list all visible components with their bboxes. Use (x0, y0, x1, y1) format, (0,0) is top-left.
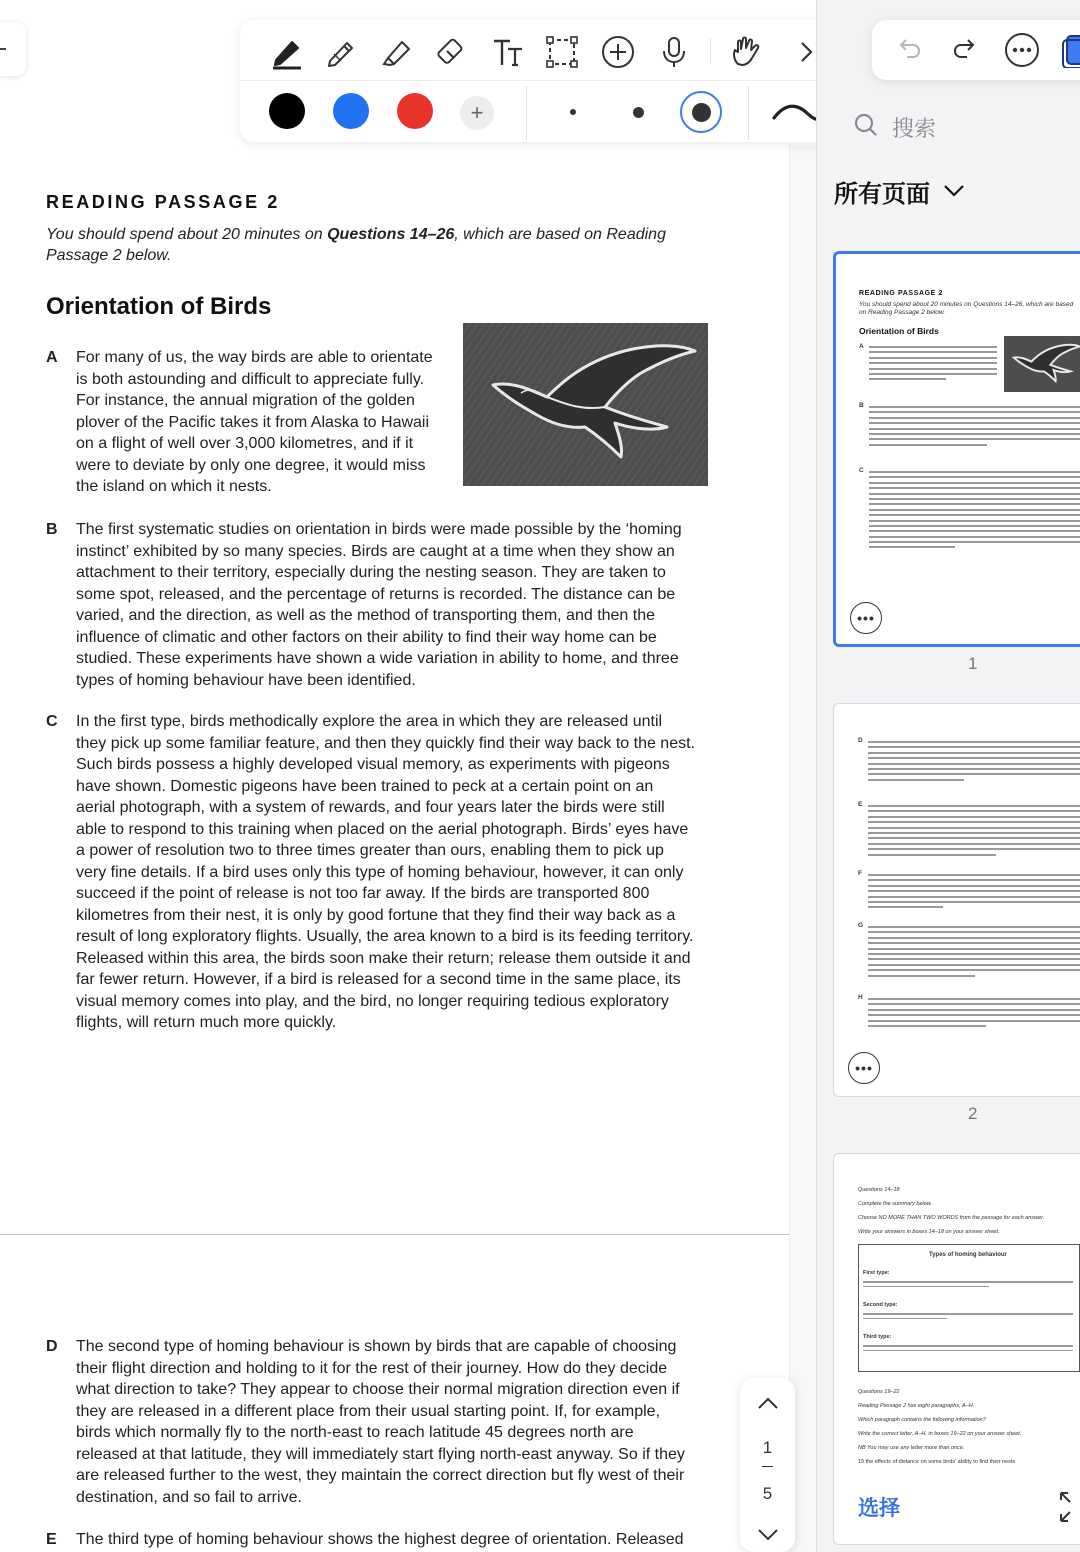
size-dot (633, 107, 644, 118)
thumb-text: Choose NO MORE THAN TWO WORDS from the passage for each answer. (858, 1215, 1045, 1221)
search-icon (853, 112, 879, 143)
highlighter-icon[interactable] (374, 30, 418, 74)
stroke-size-medium[interactable] (617, 91, 659, 133)
document-gutter (789, 145, 816, 1552)
thumb-text: First type: (863, 1270, 890, 1276)
page-navigator (740, 1378, 795, 1552)
thumb-text (868, 741, 1080, 784)
stroke-size-small[interactable] (552, 91, 594, 133)
paragraph-letter: B (46, 521, 58, 538)
paragraph-text (76, 1336, 685, 1508)
thumb-letter: C (859, 467, 864, 474)
pages-icon[interactable] (1056, 30, 1080, 70)
microphone-icon[interactable] (652, 30, 696, 74)
thumb-text: NB You may use any letter more than once. (858, 1445, 965, 1451)
thumb-letter: F (858, 870, 862, 877)
hand-touch-icon[interactable] (724, 30, 768, 74)
thumb-text: Questions 19–22 (858, 1389, 900, 1395)
chevron-down-icon[interactable] (942, 178, 966, 207)
thumb-text (869, 471, 1080, 552)
paragraph-letter: E (46, 1531, 57, 1548)
thumb-text: Types of homing behaviour (929, 1252, 1007, 1258)
text-line: visual memory comes into play, and the bird, no longer requiring tedious exploratory (76, 992, 669, 1010)
eraser-icon[interactable] (430, 30, 474, 74)
intro-questions: Questions 14–26 (327, 226, 455, 243)
thumb-intro: You should spend about 20 minutes on Questions 14–26, which are based on Reading Passage 2 below. (859, 301, 1074, 317)
thumb-text: Reading Passage 2 has eight paragraphs, A–H. (858, 1403, 975, 1409)
paragraph-b (46, 519, 746, 694)
thumb-letter: A (859, 343, 864, 350)
thumb-letter: G (858, 922, 864, 929)
dash-icon (0, 48, 6, 50)
text-line: the island on which it nests. (76, 478, 272, 495)
thumb-text (863, 1345, 1073, 1355)
thumb-letter: H (858, 994, 863, 1001)
thumb-summary-box (858, 1244, 1080, 1372)
more-icon[interactable] (1002, 30, 1042, 70)
text-line: destination, and so fail to arrive. (76, 1488, 302, 1506)
text-line: far fewer return. However, if a bird is released for a second time in the same place, its (76, 971, 681, 988)
text-tool-icon[interactable] (486, 30, 530, 74)
text-line: Released within this area, the birds soon make their return; release them outside it and (76, 949, 691, 967)
text-line: are released further to the west, they maintain the correct direction but fly west of their (76, 1467, 685, 1484)
size-dot (692, 103, 711, 122)
add-color-button[interactable]: + (460, 96, 494, 130)
chevron-up-icon[interactable] (756, 1394, 780, 1417)
thumb-bird-image (1004, 336, 1080, 392)
chevron-down-icon[interactable] (756, 1526, 780, 1549)
text-line: some spot, released, and the percentage of returns is recorded. The distance can be (76, 585, 676, 603)
text-line: influence of climatic and other factors on their ability to find their way home can be (76, 628, 657, 646)
thumb-text (863, 1281, 1073, 1291)
add-shape-icon[interactable] (596, 30, 640, 74)
color-swatch-blue[interactable] (333, 93, 369, 129)
lasso-select-icon[interactable] (540, 30, 584, 74)
text-line: they pick up some familiar feature, and then they quickly find their way back to the nest. (76, 734, 695, 752)
text-line: The second type of homing behaviour is shown by birds that are capable of choosing (76, 1338, 677, 1355)
thumb-text: Complete the summary below. (858, 1201, 932, 1207)
text-line: very fine details. If a bird uses only this type of homing behaviour, however, it can only (76, 863, 684, 881)
text-line: For many of us, the way birds are able to orientate (76, 349, 433, 366)
passage-heading: READING PASSAGE 2 (46, 192, 280, 212)
paragraph-letter: D (46, 1338, 58, 1355)
text-line: attachment to their territory, especially during the nesting season. They are taken to (76, 564, 666, 581)
text-line: Such birds possess a highly developed visual memory, as experiments with pigeons (76, 756, 670, 773)
thumbnail-more-button[interactable]: ••• (848, 1052, 880, 1084)
thumb-text (868, 805, 1080, 859)
paragraph-letter: C (46, 713, 58, 730)
intro-text-end: , which are based on Reading Passage 2 below. (46, 226, 666, 264)
text-line: were to deviate by only one degree, it would miss (76, 456, 426, 474)
page-separator (0, 1234, 790, 1235)
thumb-text: Which paragraph contains the following information? (858, 1417, 986, 1423)
select-button[interactable]: 选择 (858, 1497, 900, 1520)
text-line: succeed if the point of release is not too far away. If the birds are transported 800 (76, 885, 650, 902)
thumb-text: Write the correct letter, A–H, in boxes 19–22 on your answer sheet. (858, 1431, 1022, 1437)
text-line: birds which normally fly to the north-east to reach latitude 45 degrees north are (76, 1424, 634, 1441)
thumb-text: Questions 14–18 (858, 1187, 900, 1193)
text-line: The first systematic studies on orientation in birds were made possible by the ‘homing (76, 521, 682, 538)
text-line: their flight direction and holding to it for the rest of their journey. How do they decide (76, 1359, 668, 1377)
top-right-toolbar (872, 20, 1080, 80)
text-line: they are released in a different place from their usual starting point. If, for example, (76, 1402, 661, 1420)
paragraph-d (46, 1336, 746, 1511)
text-line: a power of resolution two to three times greater than ours, enabling them to pick up (76, 842, 664, 859)
text-line: able to respond to this training when placed on the aerial photograph. Birds’ eyes have (76, 820, 689, 838)
toolbar-divider (710, 38, 711, 64)
size-dot (570, 109, 576, 115)
page-number-divider (762, 1466, 773, 1467)
thumb-letter: B (859, 402, 864, 409)
thumb-text: 19 the effects of distance on some birds’ ability to find their nests (858, 1459, 1016, 1465)
expand-icon[interactable] (1058, 1490, 1080, 1529)
thumb-text (868, 926, 1080, 980)
pencil-icon[interactable] (318, 30, 362, 74)
stroke-size-large[interactable] (680, 91, 722, 133)
paragraph-text (76, 347, 433, 498)
thumb-letter: E (858, 801, 863, 808)
paragraph-text (76, 1529, 684, 1551)
pen-icon[interactable] (264, 30, 308, 74)
thumb-text: Write your answers in boxes 14–18 on your answer sheet. (858, 1229, 1000, 1235)
paragraph-text (76, 519, 682, 691)
text-line: released at that latitude, they will immediately start flying north-east anyway. So if they (76, 1445, 685, 1463)
text-line: In the first type, birds methodically explore the area in which they are released until (76, 713, 663, 730)
text-line: what direction to take? They appear to choose their normal migration direction even if (76, 1381, 680, 1398)
undo-icon[interactable] (888, 30, 928, 70)
thumb-text (863, 1313, 1073, 1323)
thumb-heading: READING PASSAGE 2 (859, 290, 943, 297)
text-line: types of homing behaviour have been identified. (76, 671, 416, 689)
text-line: studied. These experiments have shown a wide variation in ability to home, and three (76, 650, 679, 667)
text-line: have shown. Domestic pigeons have been trained to peck at a certain point on an (76, 777, 654, 795)
text-line: flights, will return much more quickly. (76, 1014, 337, 1031)
thumb-text: Second type: (863, 1302, 898, 1308)
text-line: varied, and the direction, as well as the method of transporting them, and then the (76, 607, 656, 624)
search-input[interactable]: 搜索 (892, 116, 937, 141)
current-page-number[interactable]: 1 (762, 1438, 773, 1457)
intro-text: You should spend about 20 minutes on (46, 226, 328, 243)
thumb-text (868, 998, 1080, 1030)
thumb-text (869, 346, 997, 384)
thumbnail-more-button[interactable]: ••• (850, 602, 882, 634)
total-page-count: 5 (762, 1484, 773, 1503)
text-line: is both astounding and difficult to appreciate fully. (76, 370, 425, 388)
bird-illustration (463, 323, 708, 486)
page-thumbnail-2[interactable] (833, 703, 1080, 1097)
passage-title: Orientation of Birds (46, 293, 272, 320)
toolbar-row-divider (240, 80, 836, 81)
paragraph-c (46, 711, 766, 1036)
thumbnail-page-number: 2 (968, 1104, 978, 1123)
color-swatch-red[interactable] (397, 93, 433, 129)
thumb-text (868, 874, 1080, 912)
paragraph-text (76, 711, 695, 1034)
thumbnail-page-number: 1 (968, 654, 978, 673)
toolbar-divider (526, 86, 527, 140)
text-line: aerial photograph, with a system of rewards, and four years later the birds were still (76, 799, 665, 816)
toolbar-divider (748, 86, 749, 140)
paragraph-e (46, 1529, 746, 1551)
drawing-toolbar (240, 20, 836, 142)
color-swatch-black[interactable] (269, 93, 305, 129)
thumb-title: Orientation of Birds (859, 326, 939, 336)
redo-icon[interactable] (946, 30, 986, 70)
thumb-letter: D (858, 737, 863, 744)
text-line: plover of the Pacific takes it from Alaska to Hawaii (76, 413, 430, 431)
text-line: kilometres from their nest, it is only by good fortune that they find their way back as a (76, 906, 676, 924)
thumb-text (869, 406, 1080, 449)
paragraph-letter: A (46, 349, 58, 366)
all-pages-filter[interactable]: 所有页面 (834, 181, 930, 208)
text-line: result of long exploratory flights. Usually, the area known to a bird is its feeding territory. (76, 928, 694, 945)
paragraph-a (46, 347, 466, 499)
passage-intro (46, 224, 706, 266)
text-line: For instance, the annual migration of the golden (76, 392, 415, 409)
thumb-text: Third type: (863, 1334, 892, 1340)
page-thumbnail-3[interactable] (833, 1153, 1080, 1545)
text-line: instinct’ exhibited by so many species. Birds are caught at a time when they show an (76, 542, 675, 560)
text-line: on a flight of well over 3,000 kilometres, and if it (76, 435, 414, 452)
text-line: The third type of homing behaviour shows the highest degree of orientation. Released (76, 1531, 684, 1548)
page-thumbnail-1[interactable] (833, 251, 1080, 647)
left-panel-tab[interactable] (0, 22, 26, 76)
